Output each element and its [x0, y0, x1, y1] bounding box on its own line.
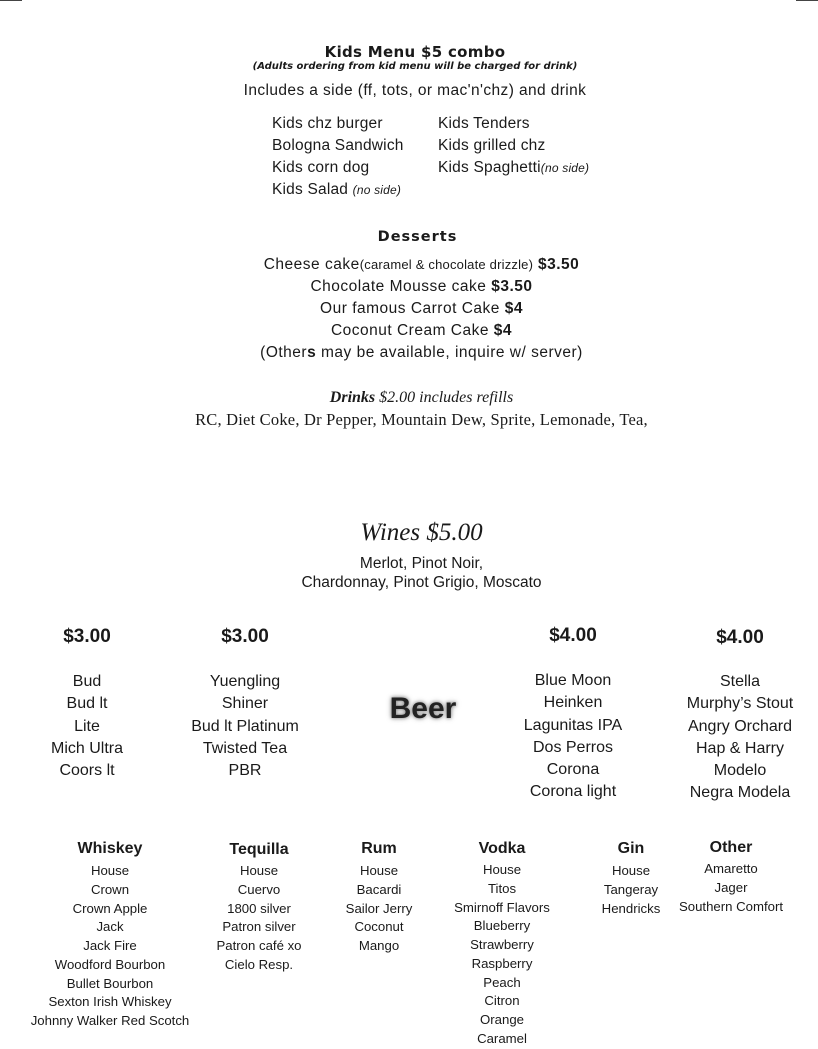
liquor-item: Bacardi [356, 881, 402, 897]
dessert-price: $4 [493, 322, 513, 339]
wines-title: Wines $5.00 [360, 519, 483, 546]
beer-item: Angry Orchard [687, 717, 793, 735]
drinks-list: RC, Diet Coke, Dr Pepper, Mountain Dew, Sprite, Lemonade, Tea, [195, 410, 648, 429]
dessert-price: $3.50 [537, 256, 580, 273]
beer-item: Mich Ultra [50, 739, 123, 757]
kids-item-note: (no side) [540, 161, 590, 175]
kids-items-right [438, 113, 589, 179]
dessert-detail: (caramel & chocolate drizzle) [359, 257, 534, 272]
liquor-item: Raspberry [471, 955, 533, 971]
liquor-item: Patron silver [222, 919, 296, 935]
liquor-item: Blueberry [473, 918, 531, 934]
liquor-item: Sexton Irish Whiskey [48, 994, 172, 1010]
liquor-item: 1800 silver [227, 900, 291, 916]
kids-items-left [272, 113, 404, 201]
beer-list-2 [155, 671, 335, 782]
liquor-item: Cielo Resp. [224, 956, 294, 972]
beer-price-4: $4.00 [716, 627, 764, 648]
liquor-item: House [482, 862, 522, 877]
kids-menu-title: Kids Menu $5 combo [324, 43, 506, 61]
vodka-title: Vodka [478, 840, 526, 857]
rum-title: Rum [361, 840, 397, 857]
liquor-item: Citron [484, 993, 520, 1009]
wines-line-1: Merlot, Pinot Noir, [359, 555, 484, 572]
beer-item: Shiner [221, 695, 269, 713]
kids-item: Kids grilled chz [438, 137, 546, 154]
wines-line-2: Chardonnay, Pinot Grigio, Moscato [301, 574, 542, 591]
beer-label: Beer [389, 692, 457, 725]
desserts-list [0, 254, 818, 364]
others-text: (Other [260, 344, 308, 361]
corner-mark-right [796, 0, 818, 1]
kids-item [438, 157, 589, 179]
liquor-item: Woodford Bourbon [54, 956, 166, 972]
beer-item: Murphy’s Stout [686, 695, 794, 713]
kids-item: Kids corn dog [272, 159, 370, 176]
kids-item-note: (no side) [352, 183, 402, 197]
kids-item: Bologna Sandwich [272, 137, 404, 154]
dessert-item [0, 320, 818, 342]
liquor-item: Tangeray [603, 881, 659, 897]
others-bold: s [307, 344, 317, 361]
liquor-item: House [611, 863, 651, 878]
desserts-title: Desserts [377, 229, 458, 245]
beer-item: Bud lt [66, 695, 108, 713]
liquor-item: House [239, 863, 279, 878]
liquor-item: Strawberry [470, 937, 534, 952]
liquor-item: Sailor Jerry [345, 900, 413, 916]
drinks-price: $2.00 includes refills [379, 389, 514, 406]
dessert-name: Our famous Carrot Cake [320, 300, 500, 317]
beer-item: Heinken [543, 694, 603, 712]
dessert-price: $4 [504, 300, 523, 317]
liquor-item: Amaretto [704, 861, 758, 876]
other-list [646, 860, 816, 916]
dessert-name: Chocolate Mousse cake [310, 278, 487, 295]
kids-item-name: Kids Salad [272, 181, 349, 198]
liquor-item: Coconut [354, 919, 404, 935]
beer-price-2: $3.00 [221, 626, 269, 647]
liquor-item: Jack Fire [83, 938, 137, 953]
beer-item: Corona [546, 761, 600, 779]
liquor-item: Crown [90, 881, 130, 897]
beer-item: Stella [719, 673, 761, 690]
dessert-others-note [0, 342, 818, 364]
kids-item: Kids Tenders [438, 115, 530, 132]
liquor-item: Smirnoff Flavors [454, 899, 550, 915]
beer-item: Modelo [713, 762, 767, 780]
beer-item: Negra Modela [689, 784, 791, 802]
beer-list-4 [650, 671, 818, 805]
liquor-item: Orange [480, 1012, 524, 1027]
dessert-price: $3.50 [491, 278, 533, 295]
drinks-title [0, 389, 818, 407]
liquor-item: Jager [714, 879, 748, 895]
dessert-name: Coconut Cream Cake [330, 322, 489, 339]
beer-price-3: $4.00 [549, 625, 597, 646]
beer-item: Blue Moon [534, 672, 612, 689]
beer-list-3 [483, 670, 663, 804]
liquor-item: Jack [96, 919, 124, 935]
dessert-item [0, 276, 818, 298]
liquor-item: Hendricks [601, 900, 661, 916]
beer-item: Yuengling [209, 673, 281, 690]
liquor-item: Southern Comfort [678, 898, 784, 914]
liquor-item: Caramel [477, 1030, 527, 1046]
liquor-item: Mango [358, 938, 400, 953]
drinks-label: Drinks [329, 389, 376, 406]
kids-menu-note: (Adults ordering from kid menu will be charged for drink) [252, 61, 578, 72]
beer-item: Coors lt [59, 762, 115, 780]
beer-item: Bud [72, 673, 102, 690]
liquor-item: Titos [487, 880, 517, 896]
other-title: Other [709, 839, 753, 856]
kids-item: Kids chz burger [272, 115, 383, 132]
liquor-item: House [359, 863, 399, 878]
beer-item: PBR [228, 762, 262, 780]
beer-item: Twisted Tea [202, 739, 288, 757]
kids-menu-includes: Includes a side (ff, tots, or mac'n'chz) and drink [243, 82, 587, 99]
dessert-name: Cheese cake [263, 256, 360, 273]
liquor-item: House [90, 863, 130, 878]
beer-item: Corona light [529, 783, 617, 801]
liquor-item: Patron café xo [216, 938, 302, 953]
liquor-item: Johnny Walker Red Scotch [30, 1013, 190, 1028]
beer-item: Lite [74, 717, 100, 735]
beer-item: Hap & Harry [695, 739, 785, 757]
beer-list-1 [0, 671, 177, 782]
kids-item-name: Kids Spaghetti [438, 159, 541, 176]
liquor-item: Bullet Bourbon [66, 975, 154, 991]
others-text: may be available, inquire w/ server) [316, 344, 583, 361]
tequilla-title: Tequilla [229, 841, 289, 858]
beer-item: Dos Perros [532, 738, 614, 756]
liquor-item: Peach [483, 974, 521, 990]
dessert-item [0, 298, 818, 320]
whiskey-list [25, 862, 195, 1031]
liquor-item: Crown Apple [72, 900, 148, 916]
beer-price-1: $3.00 [63, 626, 111, 647]
dessert-item [0, 254, 818, 276]
gin-title: Gin [617, 840, 645, 857]
liquor-item: Cuervo [237, 881, 281, 897]
whiskey-title: Whiskey [77, 840, 143, 857]
kids-item [272, 179, 404, 201]
corner-mark-left [0, 0, 22, 1]
beer-item: Bud lt Platinum [191, 717, 299, 735]
beer-item: Lagunitas IPA [523, 716, 623, 734]
